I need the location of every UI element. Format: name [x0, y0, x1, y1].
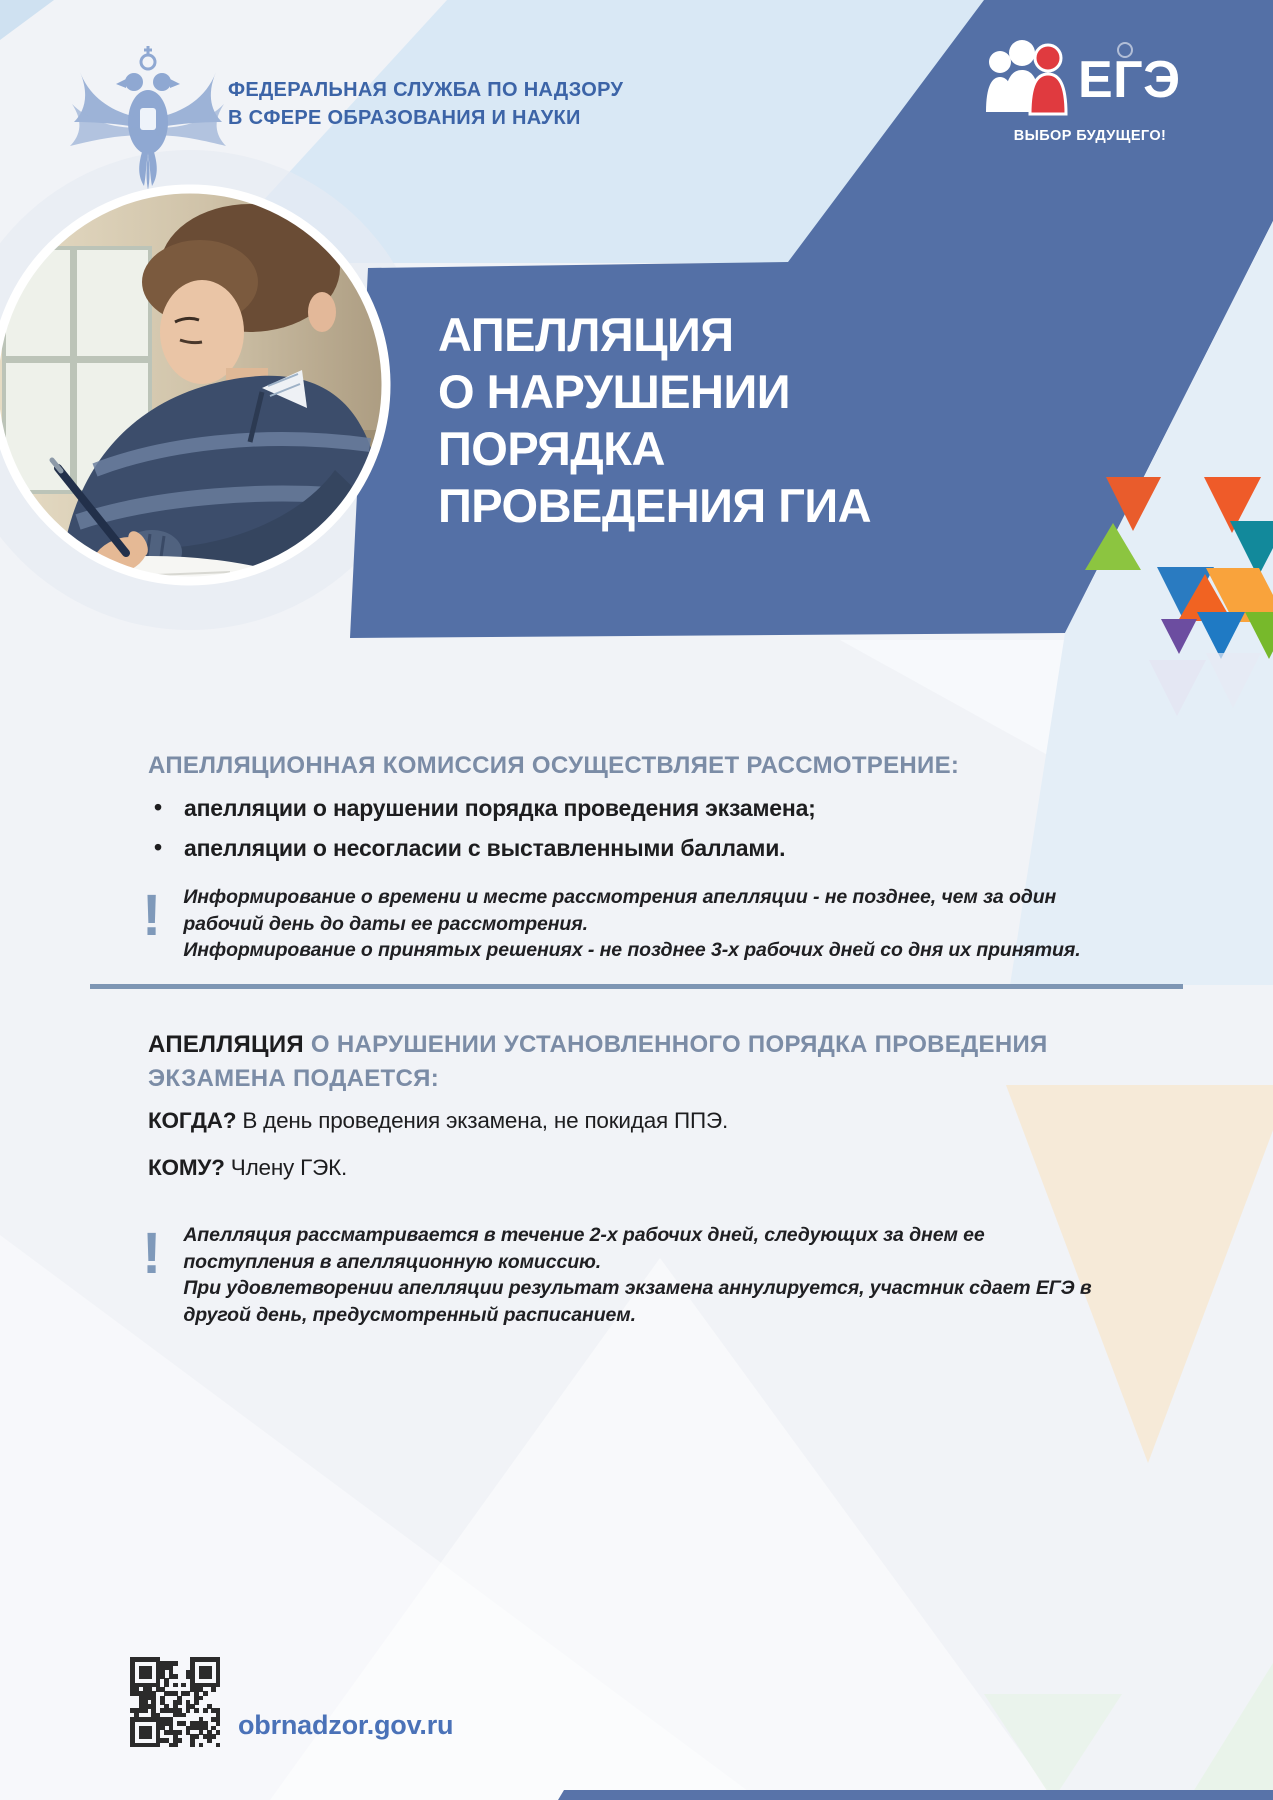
qa-row: [148, 1155, 1048, 1181]
qa-answer: Члену ГЭК.: [230, 1155, 348, 1180]
violation-qa: [148, 1108, 1048, 1202]
commission-heading: АПЕЛЛЯЦИОННАЯ КОМИССИЯ ОСУЩЕСТВЛЯЕТ РАССМОТРЕНИЕ:: [148, 752, 960, 779]
qa-row: [148, 1108, 1048, 1134]
violation-note: [142, 1222, 1102, 1328]
violation-heading: [148, 1028, 1048, 1096]
exclamation-icon: !: [142, 1221, 162, 1286]
hero-title-line: ПРОВЕДЕНИЯ ГИА: [438, 479, 872, 532]
bottom-bar: [558, 1790, 1273, 1800]
violation-note-text: [183, 1222, 1102, 1328]
bullet-item: • апелляции о несогласии с выставленными баллами.: [148, 835, 1068, 862]
hero-title: [438, 306, 871, 534]
site-url: obrnadzor.gov.ru: [238, 1710, 454, 1740]
qa-question: КОГДА?: [148, 1108, 237, 1133]
note-paragraph: При удовлетворении апелляции результат экзамена аннулируется, участник сдает ЕГЭ в другой день, предусмотренный расписанием.: [183, 1277, 1092, 1326]
org-name-line1: ФЕДЕРАЛЬНАЯ СЛУЖБА ПО НАДЗОРУ: [228, 79, 624, 101]
commission-bullets: [148, 795, 1068, 875]
note-paragraph: Информирование о времени и месте рассмотрения апелляции - не позднее, чем за один рабочий день до даты ее рассмотрения.: [183, 886, 1057, 935]
bullet-item: • апелляции о нарушении порядка проведения экзамена;: [148, 795, 1068, 822]
commission-note-text: [183, 884, 1102, 964]
qa-question: КОМУ?: [148, 1155, 225, 1180]
ege-logo-text: ЕГЭ: [1078, 51, 1181, 109]
hero-title-line: ПОРЯДКА: [438, 422, 665, 475]
section-divider: [90, 984, 1183, 989]
violation-heading-light: О НАРУШЕНИИ УСТАНОВЛЕННОГО ПОРЯДКА ПРОВЕДЕНИЯ ЭКЗАМЕНА ПОДАЕТСЯ:: [148, 1031, 1048, 1092]
exclamation-icon: !: [142, 883, 162, 948]
hero-title-line: АПЕЛЛЯЦИЯ: [438, 308, 734, 361]
org-name: [228, 76, 623, 132]
qa-answer: В день проведения экзамена, не покидая ППЭ.: [242, 1108, 729, 1133]
note-paragraph: Информирование о принятых решениях - не позднее 3-х рабочих дней со дня их принятия.: [183, 939, 1081, 961]
org-name-line2: В СФЕРЕ ОБРАЗОВАНИЯ И НАУКИ: [228, 107, 581, 129]
note-paragraph: Апелляция рассматривается в течение 2-х рабочих дней, следующих за днем ее поступления в апелляционную комиссию.: [183, 1224, 985, 1273]
violation-heading-dark: АПЕЛЛЯЦИЯ: [148, 1031, 304, 1058]
hero-title-line: О НАРУШЕНИИ: [438, 365, 791, 418]
ege-logo-slogan: ВЫБОР БУДУЩЕГО!: [1013, 128, 1167, 144]
qr-code: [130, 1657, 220, 1747]
commission-note: [142, 884, 1102, 964]
